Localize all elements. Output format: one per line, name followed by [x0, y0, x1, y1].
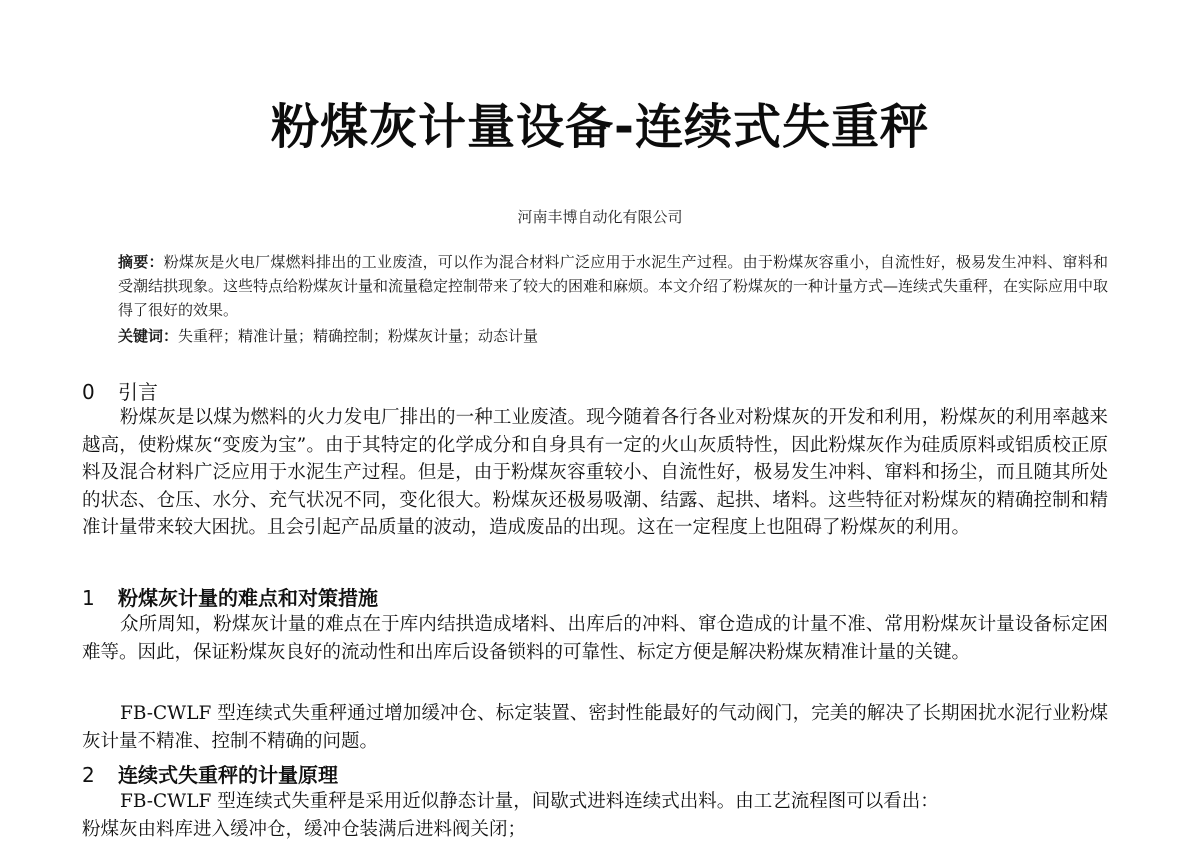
keywords-label: 关键词：: [118, 327, 179, 345]
abstract-text: 粉煤灰是火电厂煤燃料排出的工业废渣，可以作为混合材料广泛应用于水泥生产过程。由于粉煤灰容重小，自流性好，极易发生冲料、窜料和受潮结拱现象。这些特点给粉煤灰计量和流量稳定控制带来了较大的困难和麻烦。本文介绍了粉煤灰的一种计量方式—连续式失重秤，在实际应用中取得了很好的效果。: [118, 253, 1109, 319]
paragraph-line: 粉煤灰由料库进入缓冲仓，缓冲仓装满后进料阀关闭；: [82, 819, 527, 840]
section-heading: [82, 376, 158, 405]
keywords-text: 失重秤；精准计量；精确控制；粉煤灰计量；动态计量: [178, 327, 539, 345]
paragraph: 粉煤灰是以煤为燃料的火力发电厂排出的一种工业废渣。现今随着各行各业对粉煤灰的开发和利用，粉煤灰的利用率越来越高，使粉煤灰“变废为宝”。由于其特定的化学成分和自身具有一定的火山灰质特性，因此粉煤灰作为硅质原料或铝质校正原料及混合材料广泛应用于水泥生产过程。但是，由于粉煤灰容重较小、自流性好，极易发生冲料、窜料和扬尘，而且随其所处的状态、仓压、水分、充气状况不同，变化很大。粉煤灰还极易吸潮、结露、起拱、堵料。这些特征对粉煤灰的精确控制和精准计量带来较大困扰。且会引起产品质量的波动，造成废品的出现。这在一定程度上也阻碍了粉煤灰的利用。: [82, 407, 1108, 538]
section-title: 引言: [118, 380, 158, 404]
section-heading: [82, 759, 338, 788]
section-title: 粉煤灰计量的难点和对策措施: [118, 586, 378, 610]
section-number: 0: [82, 380, 95, 404]
section-heading: [82, 582, 378, 611]
author-affiliation: 河南丰博自动化有限公司: [517, 208, 683, 226]
paragraph: FB-CWLF 型连续式失重秤通过增加缓冲仓、标定装置、密封性能最好的气动阀门，完美的解决了长期困扰水泥行业粉煤灰计量不精准、控制不精确的问题。: [82, 703, 1108, 752]
paragraph: FB-CWLF 型连续式失重秤是采用近似静态计量，间歇式进料连续式出料。由工艺流程图可以看出：: [120, 791, 939, 812]
keywords: [118, 324, 1108, 348]
abstract-label: 摘要：: [118, 253, 164, 271]
section-title: 连续式失重秤的计量原理: [118, 763, 338, 787]
section-number: 1: [82, 586, 95, 610]
section-number: 2: [82, 763, 95, 787]
abstract: [118, 250, 1108, 322]
page-title: 粉煤灰计量设备-连续式失重秤: [271, 99, 929, 155]
paragraph: 众所周知，粉煤灰计量的难点在于库内结拱造成堵料、出库后的冲料、窜仓造成的计量不准、常用粉煤灰计量设备标定困难等。因此，保证粉煤灰良好的流动性和出库后设备锁料的可靠性、标定方便是解决粉煤灰精准计量的关键。: [82, 614, 1108, 663]
